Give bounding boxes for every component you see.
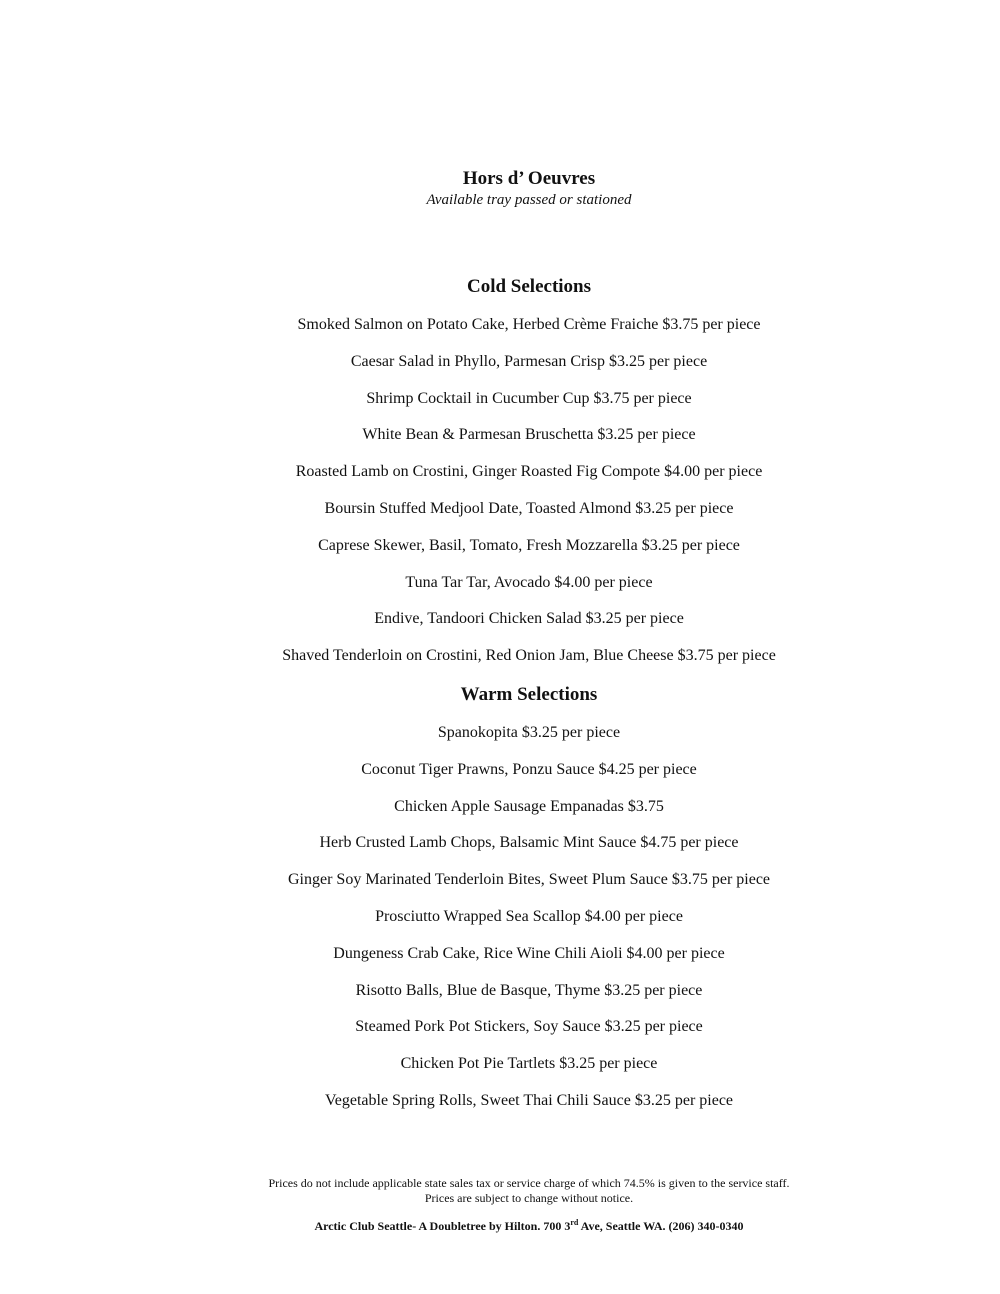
address-part-1: Arctic Club Seattle- A Doubletree by Hilton. 700 3 [314, 1219, 571, 1233]
menu-item: Smoked Salmon on Potato Cake, Herbed Crème Fraiche $3.75 per piece [297, 316, 761, 333]
page-title: Hors d’ Oeuvres [462, 168, 596, 189]
menu-item: Herb Crusted Lamb Chops, Balsamic Mint Sauce $4.75 per piece [319, 834, 739, 852]
menu-item: White Bean & Parmesan Bruschetta $3.25 per piece [362, 426, 696, 444]
cold-selections-heading: Cold Selections [466, 276, 592, 297]
venue-address [0, 1219, 1000, 1234]
address-part-2: Ave, Seattle WA. (206) 340-0340 [578, 1219, 744, 1233]
menu-item: Prosciutto Wrapped Sea Scallop $4.00 per piece [375, 907, 683, 925]
menu-item: Dungeness Crab Cake, Rice Wine Chili Aioli $4.00 per piece [333, 944, 725, 962]
menu-item: Chicken Apple Sausage Empanadas $3.75 [394, 797, 664, 815]
cold-selections-list [0, 314, 1000, 682]
warm-selections-heading: Warm Selections [460, 684, 598, 705]
menu-item: Boursin Stuffed Medjool Date, Toasted Almond $3.25 per piece [324, 499, 734, 517]
menu-item: Shrimp Cocktail in Cucumber Cup $3.75 per piece [366, 389, 692, 407]
pricing-note: Prices do not include applicable state sales tax or service charge of which 74.5% is given to the service staff. [268, 1176, 790, 1190]
menu-item: Endive, Tandoori Chicken Salad $3.25 per piece [374, 610, 684, 628]
page-subtitle: Available tray passed or stationed [426, 192, 632, 208]
menu-item: Coconut Tiger Prawns, Ponzu Sauce $4.25 per piece [361, 760, 697, 778]
menu-item: Risotto Balls, Blue de Basque, Thyme $3.25 per piece [355, 981, 703, 999]
menu-item: Roasted Lamb on Crostini, Ginger Roasted Fig Compote $4.00 per piece [295, 463, 763, 481]
warm-selections-list [0, 722, 1000, 1127]
menu-item: Caprese Skewer, Basil, Tomato, Fresh Mozzarella $3.25 per piece [318, 536, 740, 554]
menu-item: Vegetable Spring Rolls, Sweet Thai Chili Sauce $3.25 per piece [324, 1091, 734, 1109]
menu-item: Spanokopita $3.25 per piece [437, 724, 621, 741]
price-change-note: Prices are subject to change without notice. [424, 1191, 634, 1205]
menu-item: Ginger Soy Marinated Tenderloin Bites, Sweet Plum Sauce $3.75 per piece [287, 871, 771, 889]
menu-item: Shaved Tenderloin on Crostini, Red Onion Jam, Blue Cheese $3.75 per piece [282, 647, 776, 665]
address-ordinal: rd [570, 1218, 579, 1227]
menu-item: Chicken Pot Pie Tartlets $3.25 per piece [400, 1055, 658, 1073]
menu-item: Steamed Pork Pot Stickers, Soy Sauce $3.25 per piece [355, 1018, 703, 1036]
menu-item: Tuna Tar Tar, Avocado $4.00 per piece [405, 573, 653, 591]
menu-item: Caesar Salad in Phyllo, Parmesan Crisp $3.25 per piece [350, 352, 708, 370]
